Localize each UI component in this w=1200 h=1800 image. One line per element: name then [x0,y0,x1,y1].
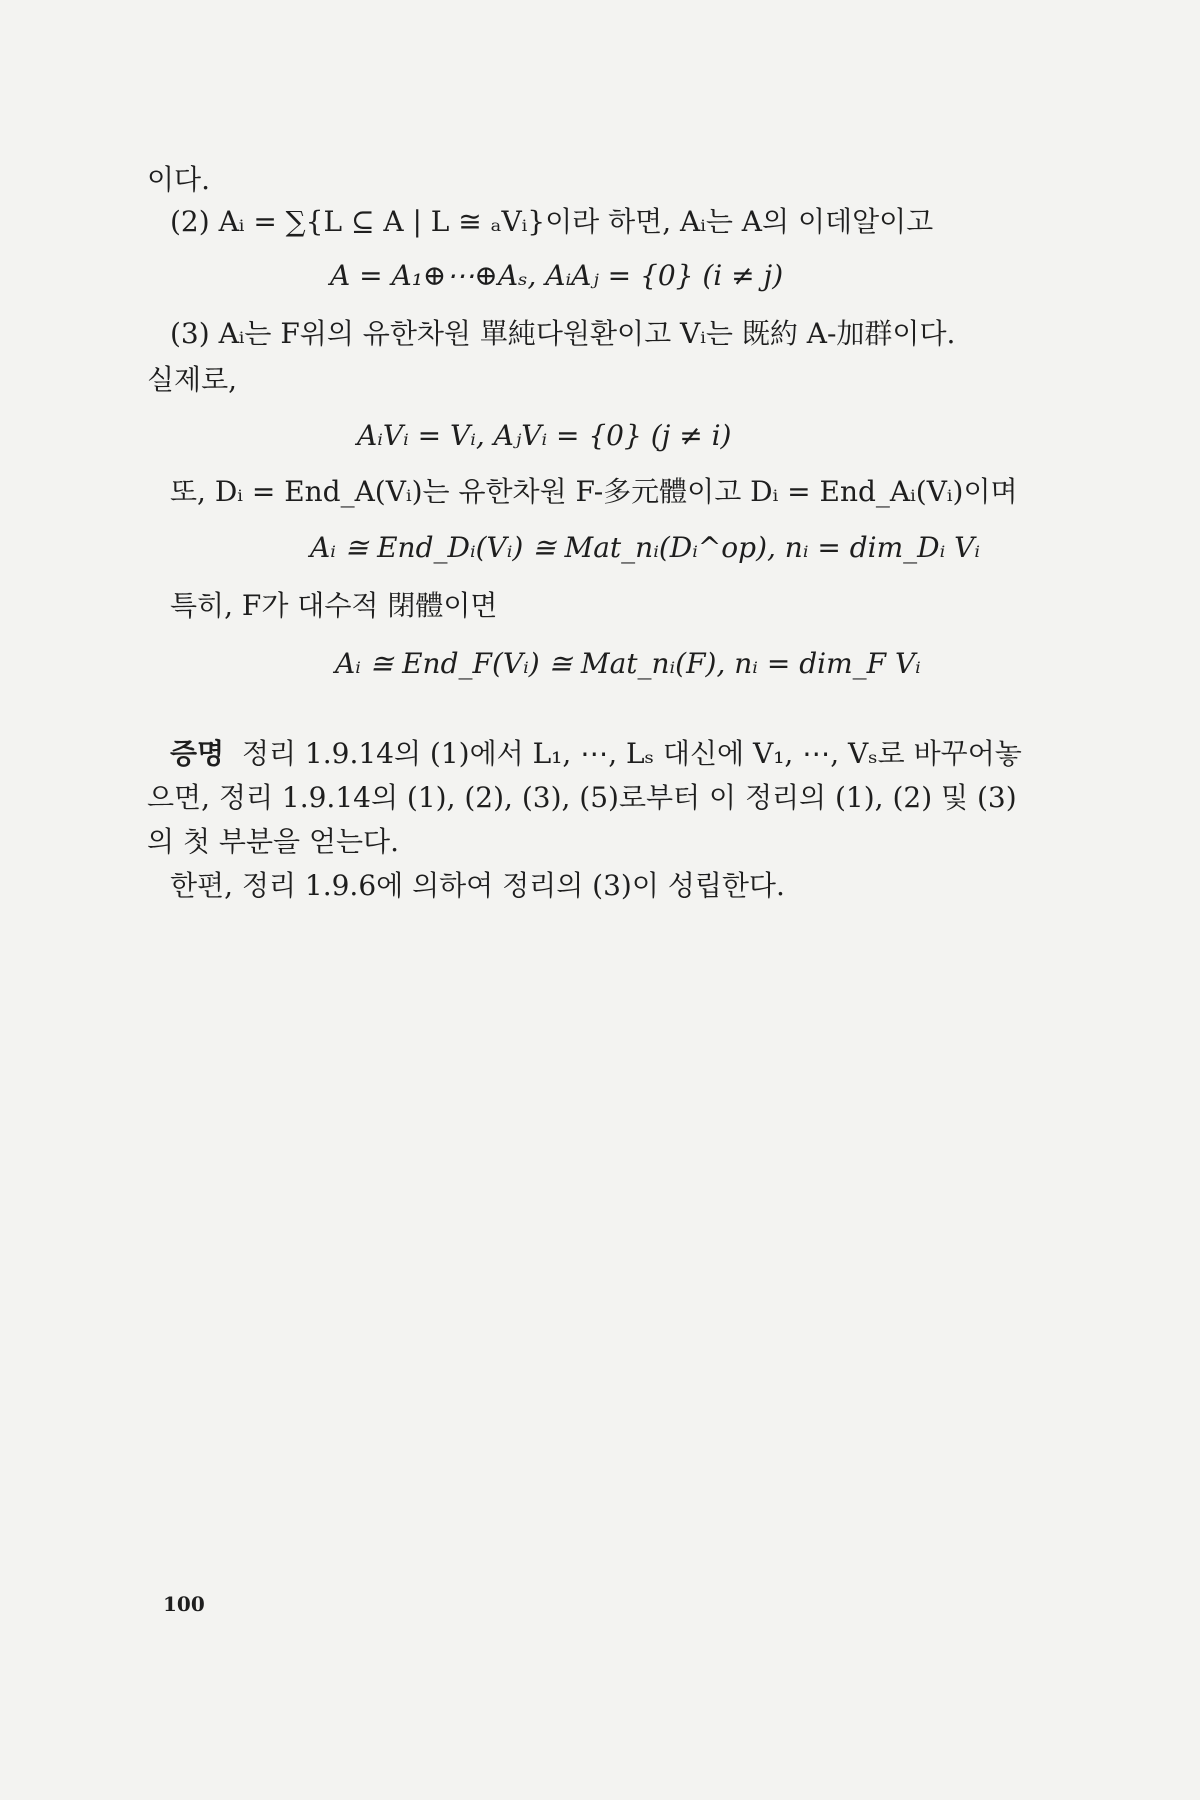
proof-text-1: 정리 1.9.14의 (1)에서 L₁, ⋯, Lₛ 대신에 V₁, ⋯, Vₛ로 바꾸어놓 [241,737,1022,770]
proof-first-line [170,736,1022,772]
equation-closed-field: Aᵢ ≅ End_F(Vᵢ) ≅ Mat_nᵢ(F), nᵢ = dim_F Vᵢ [335,647,921,680]
page-number: 100 [163,1592,205,1616]
text-line-6: 특히, F가 대수적 閉體이면 [170,589,498,622]
proof-text-2: 으면, 정리 1.9.14의 (1), (2), (3), (5)로부터 이 정리의 (1), (2) 및 (3) [147,781,1017,814]
equation-direct-sum: A = A₁⊕⋯⊕Aₛ, AᵢAⱼ = {0} (i ≠ j) [330,259,784,292]
text-line-5: 또, Dᵢ = End_A(Vᵢ)는 유한차원 F-多元體이고 Dᵢ = End_Aᵢ(Vᵢ)이며 [170,475,1018,508]
proof-text-3: 의 첫 부분을 얻는다. [147,825,399,858]
equation-endomorphism: Aᵢ ≅ End_Dᵢ(Vᵢ) ≅ Mat_nᵢ(Dᵢ^op), nᵢ = dim_Dᵢ Vᵢ [310,531,981,564]
proof-text-4: 한편, 정리 1.9.6에 의하여 정리의 (3)이 성립한다. [170,869,785,902]
equation-action: AᵢVᵢ = Vᵢ, AⱼVᵢ = {0} (j ≠ i) [357,419,732,452]
proof-label: 증명 [170,737,225,770]
text-line-2: (2) Aᵢ = ∑{L ⊆ A | L ≅ ₐVᵢ}이라 하면, Aᵢ는 A의 이데알이고 [170,205,934,238]
text-line-4: 실제로, [147,363,238,396]
text-line-1: 이다. [147,163,210,196]
text-line-3: (3) Aᵢ는 F위의 유한차원 單純다원환이고 Vᵢ는 既約 A-加群이다. [170,317,956,350]
